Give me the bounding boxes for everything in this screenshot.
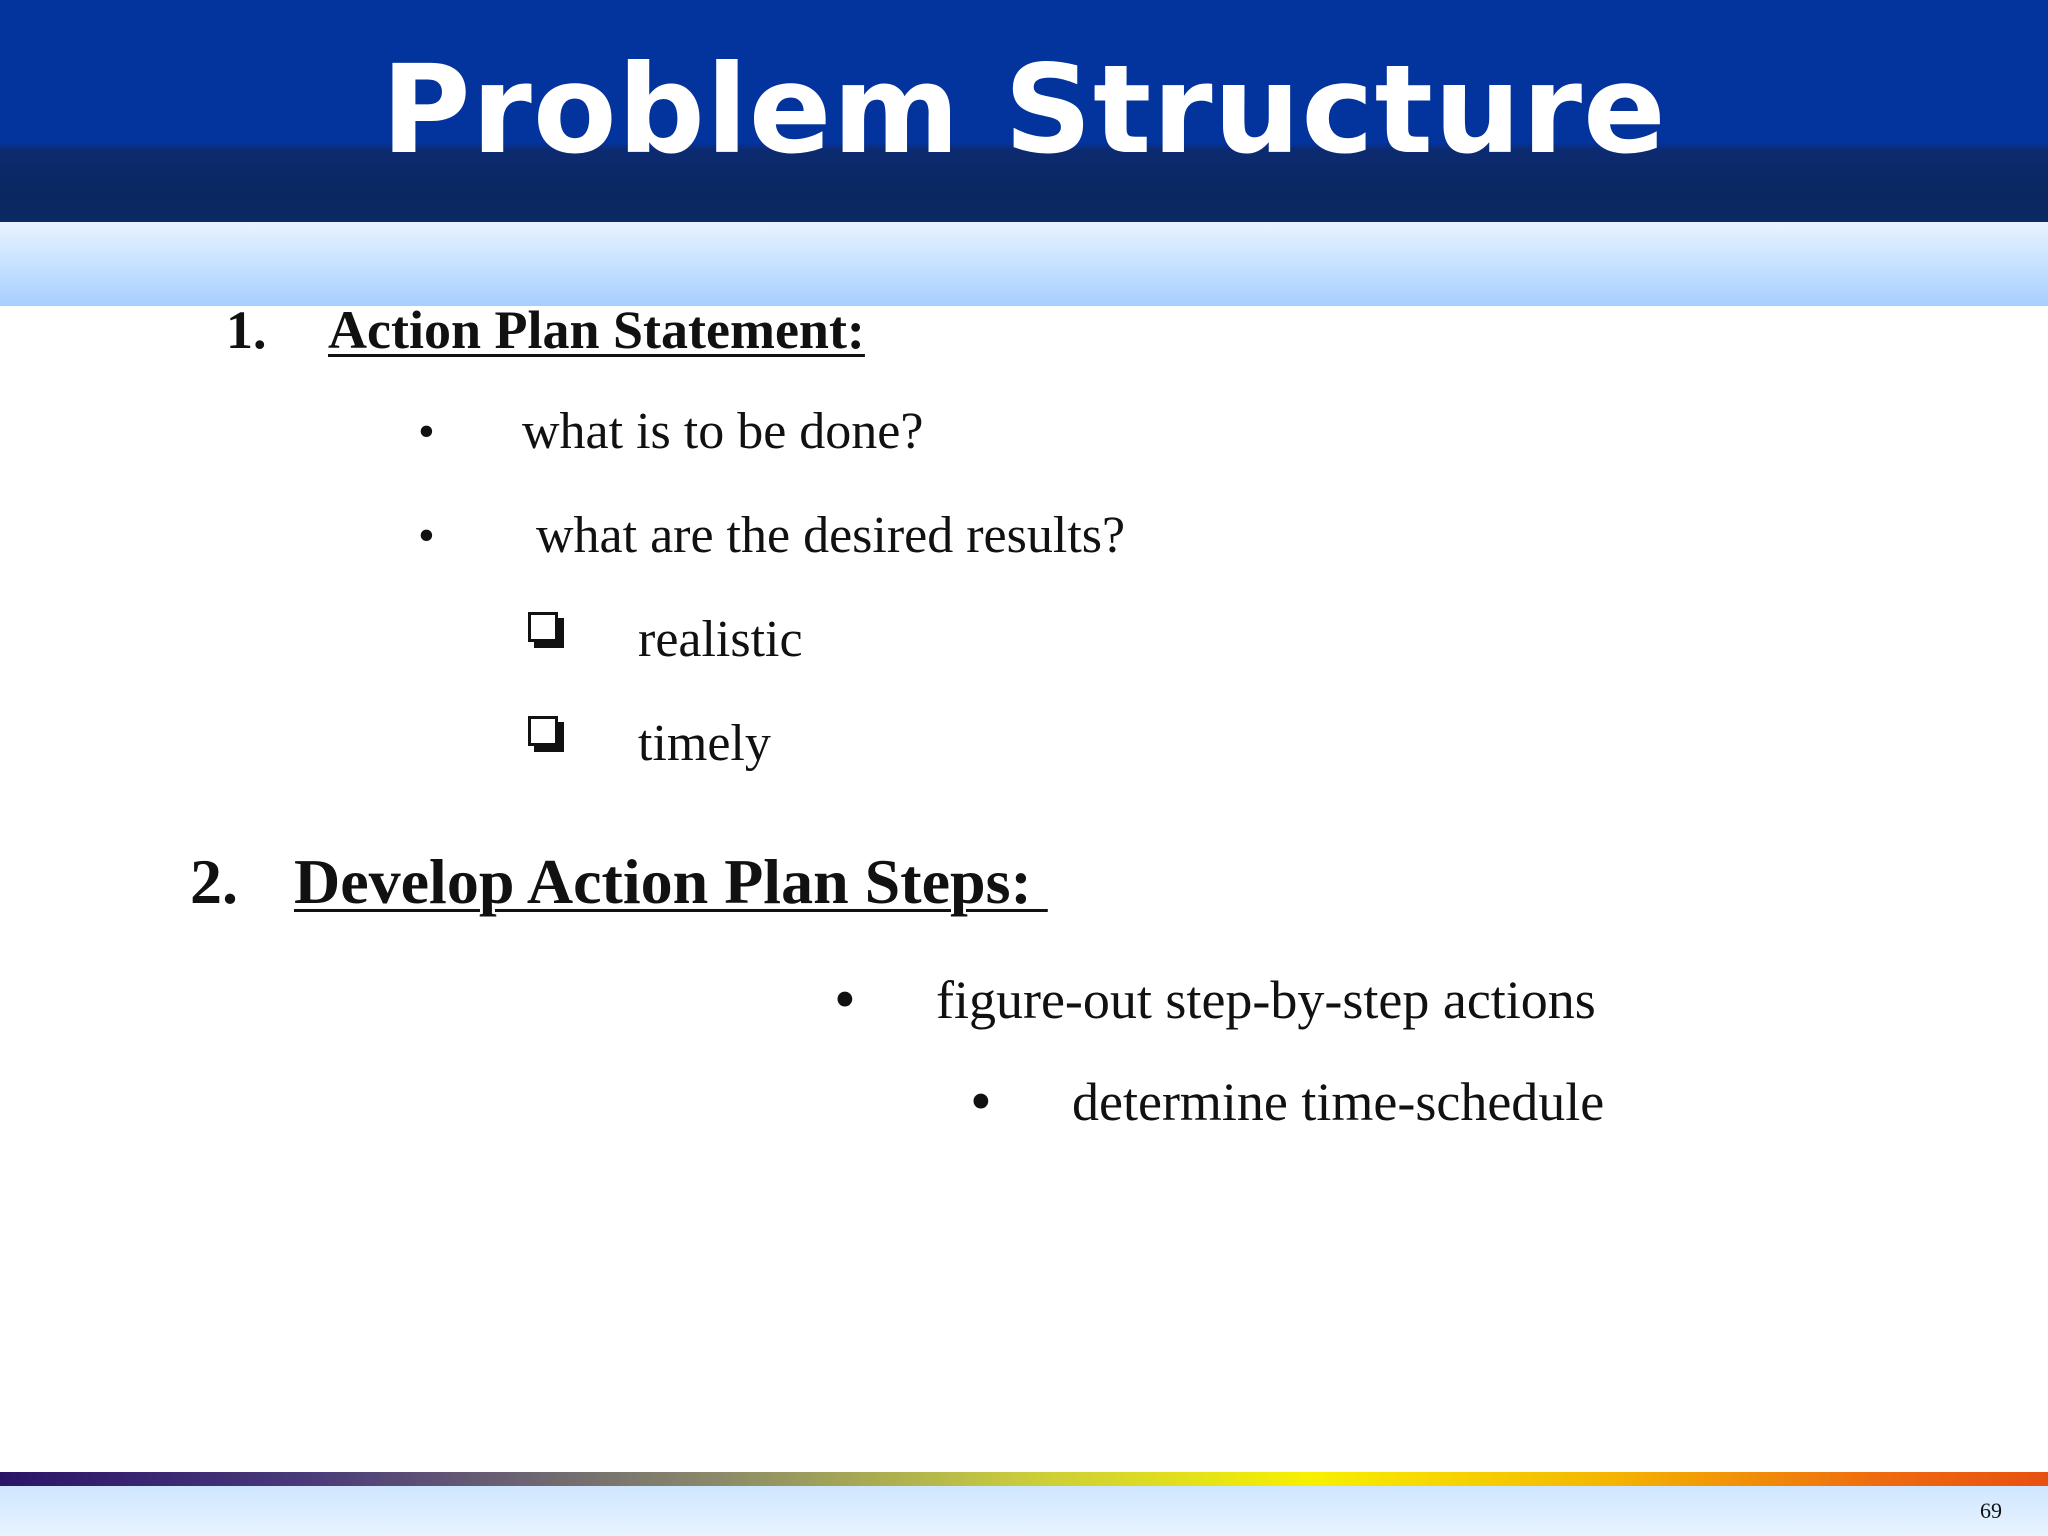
slide-title: Problem Structure bbox=[381, 39, 1667, 181]
bullet-text: what is to be done? bbox=[522, 403, 924, 460]
footer-color-bar bbox=[0, 1472, 2048, 1486]
bullet-text: what are the desired results? bbox=[536, 507, 1126, 564]
bullet-dot: • bbox=[418, 405, 435, 458]
bullet-dot: • bbox=[970, 1068, 992, 1136]
checkbox-icon bbox=[528, 716, 558, 746]
header-gradient bbox=[0, 222, 2048, 306]
section-1-number: 1. bbox=[226, 300, 267, 360]
section-1-heading: Action Plan Statement: bbox=[328, 300, 865, 360]
bullet-text: determine time-schedule bbox=[1072, 1072, 1605, 1132]
section-2-number: 2. bbox=[190, 846, 238, 917]
page-number: 69 bbox=[1980, 1498, 2002, 1523]
bullet-text: figure-out step-by-step actions bbox=[936, 970, 1596, 1030]
checkbox-icon bbox=[528, 612, 558, 642]
section-2-heading: Develop Action Plan Steps: bbox=[294, 846, 1048, 917]
bullet-dot: • bbox=[834, 966, 856, 1034]
checklist-text: timely bbox=[638, 715, 771, 772]
footer-gradient bbox=[0, 1486, 2048, 1536]
bullet-dot: • bbox=[418, 509, 435, 562]
checklist-text: realistic bbox=[638, 611, 803, 668]
